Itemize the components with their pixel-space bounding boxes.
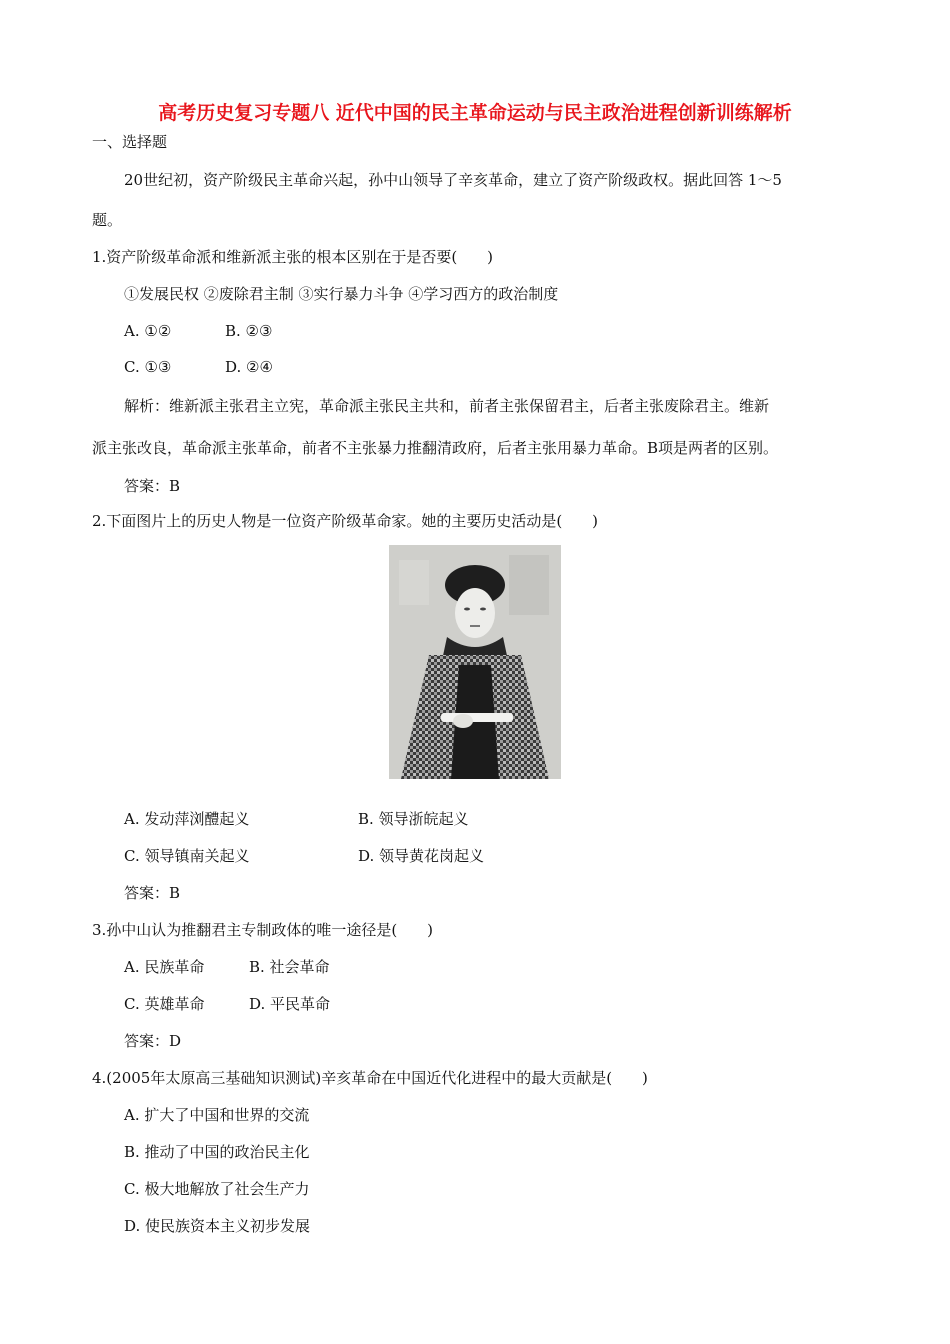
- q2-option-c: C. 领导镇南关起义: [124, 847, 250, 865]
- historical-portrait-photo: [389, 545, 561, 779]
- q1-answer: 答案：B: [124, 477, 181, 495]
- q1-option-c: C. ①③: [124, 358, 172, 376]
- q2-option-d: D. 领导黄花岗起义: [358, 847, 485, 865]
- q2-option-b: B. 领导浙皖起义: [358, 810, 469, 828]
- q3-option-d: D. 平民革命: [249, 995, 331, 1013]
- q1-option-b: B. ②③: [225, 322, 273, 340]
- q4-option-c: C. 极大地解放了社会生产力: [124, 1180, 310, 1198]
- q1-option-a: A. ①②: [124, 322, 172, 340]
- q2-answer: 答案：B: [124, 884, 181, 902]
- q4-option-d: D. 使民族资本主义初步发展: [124, 1217, 311, 1235]
- q3-answer: 答案：D: [124, 1032, 182, 1050]
- q1-stem: 1.资产阶级革命派和维新派主张的根本区别在于是否要( ): [92, 248, 494, 266]
- q3-stem: 3.孙中山认为推翻君主专制政体的唯一途径是( ): [92, 921, 434, 939]
- q1-option-d: D. ②④: [225, 358, 273, 376]
- q1-items: ①发展民权 ②废除君主制 ③实行暴力斗争 ④学习西方的政治制度: [124, 285, 559, 303]
- intro-text-cont: 题。: [92, 211, 123, 229]
- q3-option-a: A. 民族革命: [124, 958, 205, 976]
- q2-stem: 2.下面图片上的历史人物是一位资产阶级革命家。她的主要历史活动是( ): [92, 512, 599, 530]
- q2-option-a: A. 发动萍浏醴起义: [124, 810, 250, 828]
- page-title: 高考历史复习专题八 近代中国的民主革命运动与民主政治进程创新训练解析: [158, 102, 792, 124]
- q3-option-b: B. 社会革命: [249, 958, 330, 976]
- q4-stem: 4.(2005年太原高三基础知识测试)辛亥革命在中国近代化进程中的最大贡献是( ): [92, 1069, 648, 1087]
- q4-option-a: A. 扩大了中国和世界的交流: [124, 1106, 310, 1124]
- intro-text: 20世纪初，资产阶级民主革命兴起，孙中山领导了辛亥革命，建立了资产阶级政权。据此回答 1～5: [124, 171, 782, 189]
- section-heading: 一、选择题: [92, 133, 168, 151]
- q3-option-c: C. 英雄革命: [124, 995, 205, 1013]
- q4-option-b: B. 推动了中国的政治民主化: [124, 1143, 310, 1161]
- q1-analysis: 解析：维新派主张君主立宪，革命派主张民主共和，前者主张保留君主，后者主张废除君主。维新: [124, 397, 770, 415]
- q1-analysis-cont: 派主张改良，革命派主张革命，前者不主张暴力推翻清政府，后者主张用暴力革命。B项是两者的区别。: [92, 439, 779, 457]
